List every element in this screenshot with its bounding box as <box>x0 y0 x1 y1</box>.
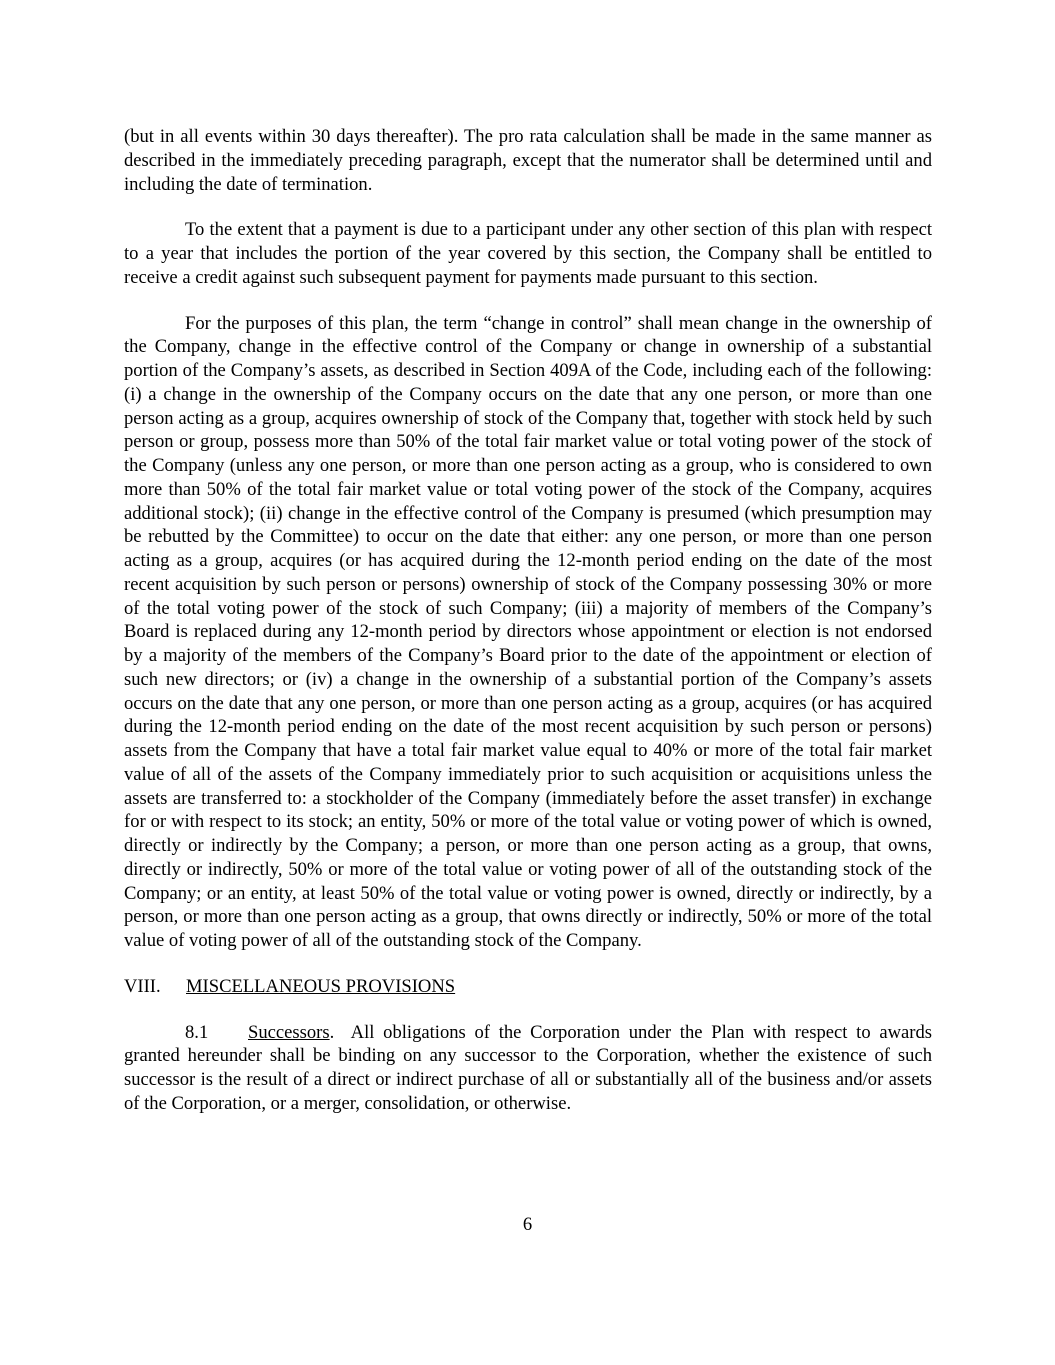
document-page <box>124 125 937 1116</box>
paragraph-credit: To the extent that a payment is due to a participant under any other section of this plan with respect to a year that includes the portion of the year covered by this section, the Company shall be entitled to receive a credit against such subsequent payment for payments made pursuant to this section. <box>124 219 932 288</box>
subsection-title: Successors <box>248 1021 330 1043</box>
paragraph-pro-rata: (but in all events within 30 days thereafter). The pro rata calculation shall be made in the same manner as described in the immediately preceding paragraph, except that the numerator shall be determined until and including the date of termination. <box>124 126 932 195</box>
subsection-title-period: . <box>329 1021 335 1043</box>
section-number: VIII. <box>124 975 161 997</box>
section-title: MISCELLANEOUS PROVISIONS <box>186 975 456 997</box>
paragraph-change-in-control: For the purposes of this plan, the term “change in control” shall mean change in the ownership of the Company, change in the effective control of the Company or change in ownership of a substantial portion of the Company’s assets, as described in Section 409A of the Code, including each of the following: (i) a change in the ownership of the Company occurs on the date that any one person, or more than one person acting as a group, acquires ownership of stock of the Company that, together with stock held by such person or group, possess more than 50% of the total fair market value or total voting power of the stock of the Company (unless any one person, or more than one person acting as a group, who is considered to own more than 50% of the total fair market value or total voting power of the stock of the Company, acquires additional stock); (ii) change in the effective control of the Company is presumed (which presumption may be rebutted by the Committee) to occur on the date that either: any one person, or more than one person acting as a group, acquires (or has acquired during the 12-month period ending on the date of the most recent acquisition by such person or persons) ownership of stock of the Company possessing 30% or more of the total voting power of the stock of such Company; (iii) a majority of members of the Company’s Board is replaced during any 12-month period by directors whose appointment or election is not endorsed by a majority of the members of the Company’s Board prior to the date of the appointment or election of such new directors; or (iv) a change in the ownership of a substantial portion of the Company’s assets occurs on the date that any one person, or more than one person acting as a group, acquires (or has acquired during the 12-month period ending on the date of the most recent acquisition by such person or persons) assets from the Company that have a total fair market value equal to 40% or more of the total fair market value of all of the assets of the Company immediately prior to such acquisition or acquisitions unless the assets are transferred to: a stockholder of the Company (immediately before the asset transfer) in exchange for or with respect to its stock; an entity, 50% or more of the total value or voting power of which is owned, directly or indirectly by the Company; a person, or more than one person acting as a group, that owns, directly or indirectly, 50% or more of the total value or voting power of all of the outstanding stock of the Company; or an entity, at least 50% of the total value or voting power is owned, directly or indirectly, by a person, or more than one person acting as a group, that owns directly or indirectly, 50% or more of the total value of voting power of all of the outstanding stock of the Company. <box>124 312 932 951</box>
page-number: 6 <box>522 1214 533 1235</box>
subsection-body: All obligations of the Corporation under the Plan with respect to awards granted hereunder shall be binding on any successor to the Corporation, whether the existence of such successor is the result of a direct or indirect purchase of all or substantially all of the business and/or assets of the Corporation, or a merger, consolidation, or otherwise. <box>124 1021 937 1114</box>
subsection-successors <box>124 1021 937 1116</box>
section-heading <box>124 975 932 999</box>
subsection-number: 8.1 <box>185 1021 209 1043</box>
